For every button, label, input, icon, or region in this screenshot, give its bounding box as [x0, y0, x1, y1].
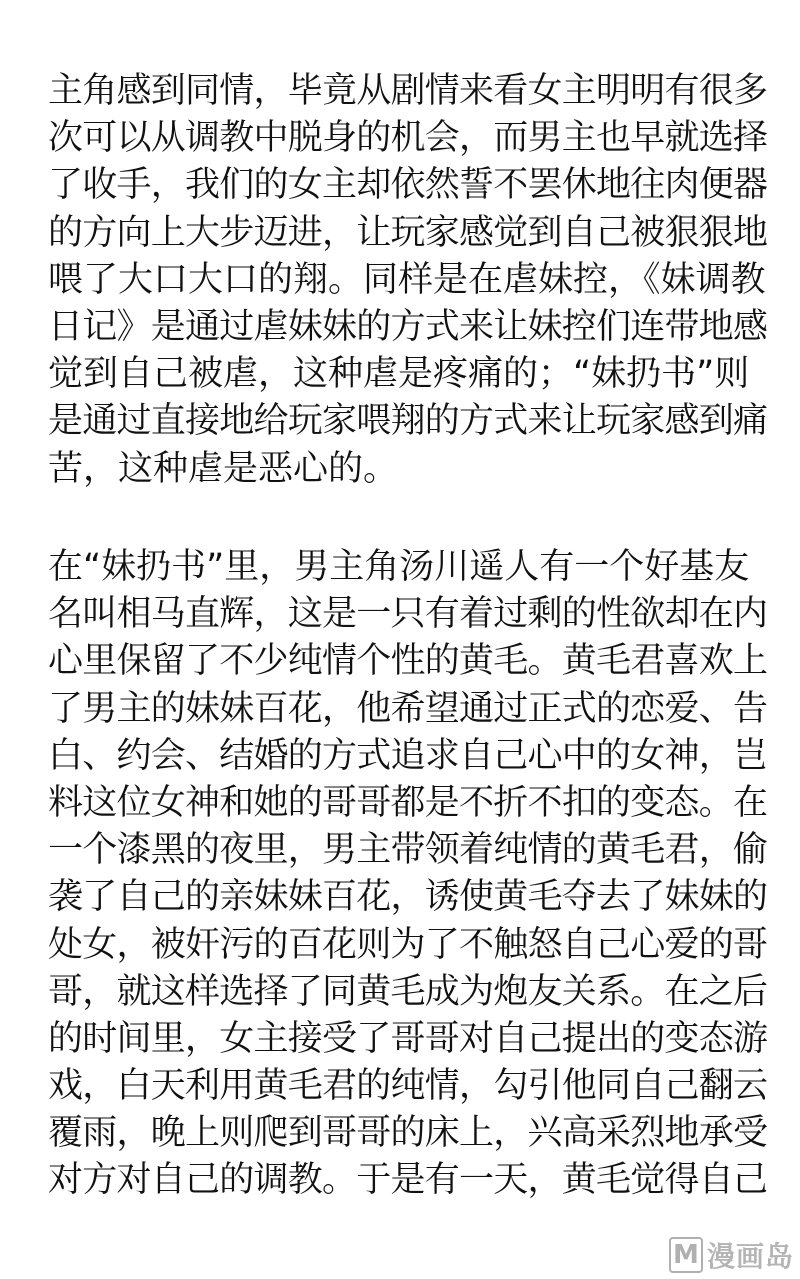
text-line: 白、约会、结婚的方式追求自己心中的女神，岂: [48, 735, 768, 776]
text-line: 料这位女神和她的哥哥都是不折不扣的变态。在: [48, 782, 768, 823]
text-line: 了收手，我们的女主却依然誓不罢休地往肉便器: [48, 165, 768, 206]
text-line: 觉到自己被虐，这种虐是疼痛的；“妹扔书”则: [48, 354, 750, 395]
watermark: [669, 1237, 794, 1273]
text-line: 哥，就这样选择了同黄毛成为炮友关系。在之后: [48, 971, 768, 1012]
paragraph-2: [48, 544, 768, 1205]
text-line: 的方向上大步迈进，让玩家感觉到自己被狠狠地: [48, 212, 768, 253]
text-line: 名叫相马直辉，这是一只有着过剩的性欲却在内: [48, 594, 768, 635]
text-line: 日记》是通过虐妹妹的方式来让妹控们连带地感: [48, 306, 768, 347]
text-line: 是通过直接地给玩家喂翔的方式来让玩家感到痛: [48, 401, 768, 442]
text-line: 一个漆黑的夜里，男主带领着纯情的黄毛君，偷: [48, 830, 768, 871]
text-line: 对方对自己的调教。于是有一天，黄毛觉得自己: [48, 1160, 768, 1201]
watermark-text: 漫画岛: [706, 1240, 794, 1273]
text-line: 了男主的妹妹百花，他希望通过正式的恋爱、告: [48, 688, 768, 729]
text-line: 心里保留了不少纯情个性的黄毛。黄毛君喜欢上: [48, 641, 768, 682]
paragraph-1: [48, 68, 768, 493]
text-line: 戏，白天利用黄毛君的纯情，勾引他同自己翻云: [48, 1066, 768, 1107]
text-line: 喂了大口大口的翔。同样是在虐妹控，《妹调教: [48, 259, 766, 300]
text-line: 覆雨，晚上则爬到哥哥的床上，兴高采烈地承受: [48, 1113, 768, 1154]
text-line: 袭了自己的亲妹妹百花，诱使黄毛夺去了妹妹的: [48, 877, 768, 918]
text-line: 次可以从调教中脱身的机会，而男主也早就选择: [48, 118, 768, 159]
text-line: 处女，被奸污的百花则为了不触怒自己心爱的哥: [48, 924, 768, 965]
text-line: 的时间里，女主接受了哥哥对自己提出的变态游: [48, 1018, 768, 1059]
text-line: 苦，这种虐是恶心的。: [48, 448, 399, 489]
text-line: 在“妹扔书”里，男主角汤川遥人有一个好基友: [48, 547, 750, 587]
text-line: 主角感到同情，毕竟从剧情来看女主明明有很多: [48, 71, 768, 111]
watermark-logo-icon: M: [669, 1237, 703, 1273]
